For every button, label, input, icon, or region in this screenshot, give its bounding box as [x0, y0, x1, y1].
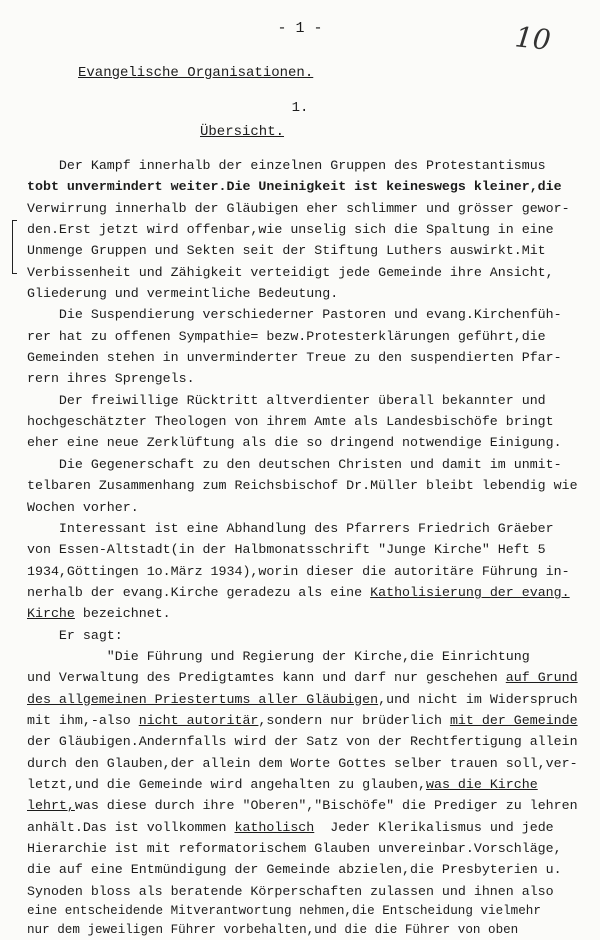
- text-segment: hochgeschätzter Theologen von ihrem Amte als Landesbischöfe bringt: [27, 414, 554, 430]
- underlined-text: Kirche: [27, 606, 75, 622]
- text-line: [27, 155, 587, 176]
- text-line: [27, 710, 587, 731]
- text-segment: Der freiwillige Rücktritt altverdienter überall bekannter und: [27, 392, 546, 408]
- document-body: [27, 155, 587, 940]
- text-segment: mit ihm,-also: [27, 712, 139, 728]
- text-line: [27, 646, 587, 667]
- text-segment: Die Suspendierung verschiederner Pastoren und evang.Kirchenfüh-: [27, 307, 562, 323]
- text-segment: rer hat zu offenen Sympathie= bezw.Protesterklärungen geführt,die: [27, 328, 546, 344]
- text-line: [27, 921, 587, 940]
- text-line: [27, 731, 587, 752]
- text-segment: "Die Führung und Regierung der Kirche,die Einrichtung: [27, 648, 530, 664]
- section-number: 1.: [291, 100, 309, 116]
- text-line: [27, 475, 587, 496]
- text-segment: telbaren Zusammenhang zum Reichsbischof Dr.Müller bleibt lebendig wie: [27, 478, 578, 494]
- underlined-text: lehrt,: [27, 798, 75, 814]
- text-line: [27, 219, 587, 240]
- folio-number: 10: [513, 20, 553, 57]
- text-segment: tobt unvermindert weiter.Die Uneinigkeit ist keineswegs kleiner,die: [27, 179, 562, 195]
- text-line: [27, 561, 587, 582]
- text-segment: eher eine neue Zerklüftung als die so dringend notwendige Einigung.: [27, 435, 562, 451]
- underlined-text: Katholisierung der evang.: [370, 584, 570, 600]
- text-segment: der Gläubigen.Andernfalls wird der Satz von der Rechtfertigung allein: [27, 734, 578, 750]
- text-segment: letzt,und die Gemeinde wird angehalten zu glauben,: [27, 776, 426, 792]
- text-segment: Die Gegenerschaft zu den deutschen Christen und damit im unmit-: [27, 456, 562, 472]
- text-segment: Er sagt:: [27, 627, 123, 643]
- text-line: [27, 454, 587, 475]
- text-segment: den.Erst jetzt wird offenbar,wie unselig sich die Spaltung in eine: [27, 222, 554, 238]
- text-line: [27, 881, 587, 902]
- text-segment: Unmenge Gruppen und Sekten seit der Stiftung Luthers auswirkt.Mit: [27, 243, 546, 259]
- text-line: [27, 817, 587, 838]
- text-segment: rern ihres Sprengels.: [27, 371, 195, 387]
- text-segment: ,und nicht im Widerspruch: [378, 691, 578, 707]
- text-line: [27, 689, 587, 710]
- text-segment: und Verwaltung des Predigtamtes kann und darf nur geschehen: [27, 670, 506, 686]
- text-segment: Synoden bloss als beratende Körperschaften zulassen und ihnen also: [27, 883, 554, 899]
- text-segment: ,sondern nur brüderlich: [258, 712, 450, 728]
- text-segment: Verbissenheit und Zähigkeit verteidigt jede Gemeinde ihre Ansicht,: [27, 264, 554, 280]
- text-segment: eine entscheidende Mitverantwortung nehmen,die Entscheidung vielmehr: [27, 904, 541, 919]
- text-segment: Interessant ist eine Abhandlung des Pfarrers Friedrich Gräeber: [27, 520, 554, 536]
- text-segment: Wochen vorher.: [27, 499, 139, 515]
- text-segment: Gemeinden stehen in unverminderter Treue zu den suspendierten Pfar-: [27, 350, 562, 366]
- text-segment: Gliederung und vermeintliche Bedeutung.: [27, 286, 339, 302]
- text-line: [27, 347, 587, 368]
- document-title: Evangelische Organisationen.: [78, 65, 314, 81]
- text-line: [27, 262, 587, 283]
- underlined-text: was die Kirche: [425, 776, 538, 792]
- text-segment: Der Kampf innerhalb der einzelnen Gruppen des Protestantismus: [27, 158, 546, 173]
- text-line: [27, 582, 587, 603]
- text-line: [27, 902, 587, 921]
- text-line: [27, 283, 587, 304]
- page-number: - 1 -: [277, 20, 323, 37]
- underlined-text: auf Grund: [505, 670, 578, 686]
- text-line: [27, 795, 587, 816]
- text-segment: nur dem jeweiligen Führer vorbehalten,und die die Führer von oben: [27, 923, 519, 938]
- text-segment: anhält.Das ist vollkommen: [27, 819, 235, 835]
- text-line: [27, 390, 587, 411]
- underlined-text: des allgemeinen Priestertums aller Gläubigen: [27, 691, 379, 707]
- text-line: [27, 432, 587, 453]
- section-title: Übersicht.: [200, 124, 285, 140]
- text-segment: von Essen-Altstadt(in der Halbmonatsschrift "Junge Kirche" Heft 5: [27, 542, 546, 558]
- text-line: [27, 859, 587, 880]
- text-line: [27, 240, 587, 261]
- text-line: [27, 753, 587, 774]
- underlined-text: katholisch: [234, 819, 315, 835]
- text-line: [27, 667, 587, 688]
- margin-bracket-mark: [12, 220, 17, 274]
- text-line: [27, 368, 587, 389]
- text-line: [27, 176, 587, 197]
- text-segment: die auf eine Entmündigung der Gemeinde abzielen,die Presbyterien u.: [27, 862, 562, 878]
- underlined-text: nicht autoritär: [138, 712, 259, 728]
- text-segment: Verwirrung innerhalb der Gläubigen eher schlimmer und grösser gewor-: [27, 200, 570, 216]
- text-line: [27, 518, 587, 539]
- text-line: [27, 539, 587, 560]
- text-line: [27, 198, 587, 219]
- text-segment: was diese durch ihre "Oberen","Bischöfe" die Prediger zu lehren: [74, 798, 578, 814]
- text-segment: nerhalb der evang.Kirche geradezu als eine: [27, 584, 371, 600]
- text-line: [27, 603, 587, 624]
- text-segment: bezeichnet.: [74, 606, 171, 622]
- text-line: [27, 774, 587, 795]
- text-segment: durch den Glauben,der allein dem Worte Gottes selber trauen soll,ver-: [27, 755, 578, 771]
- text-line: [27, 326, 587, 347]
- text-segment: Hierarchie ist mit reformatorischem Glauben unvereinbar.Vorschläge,: [27, 841, 562, 856]
- underlined-text: mit der Gemeinde: [449, 712, 578, 728]
- text-line: [27, 625, 587, 646]
- text-line: [27, 411, 587, 432]
- text-line: [27, 838, 587, 859]
- text-segment: 1934,Göttingen 1o.März 1934),worin dieser die autoritäre Führung in-: [27, 563, 570, 579]
- text-segment: Jeder Klerikalismus und jede: [314, 819, 554, 835]
- text-line: [27, 497, 587, 518]
- text-line: [27, 304, 587, 325]
